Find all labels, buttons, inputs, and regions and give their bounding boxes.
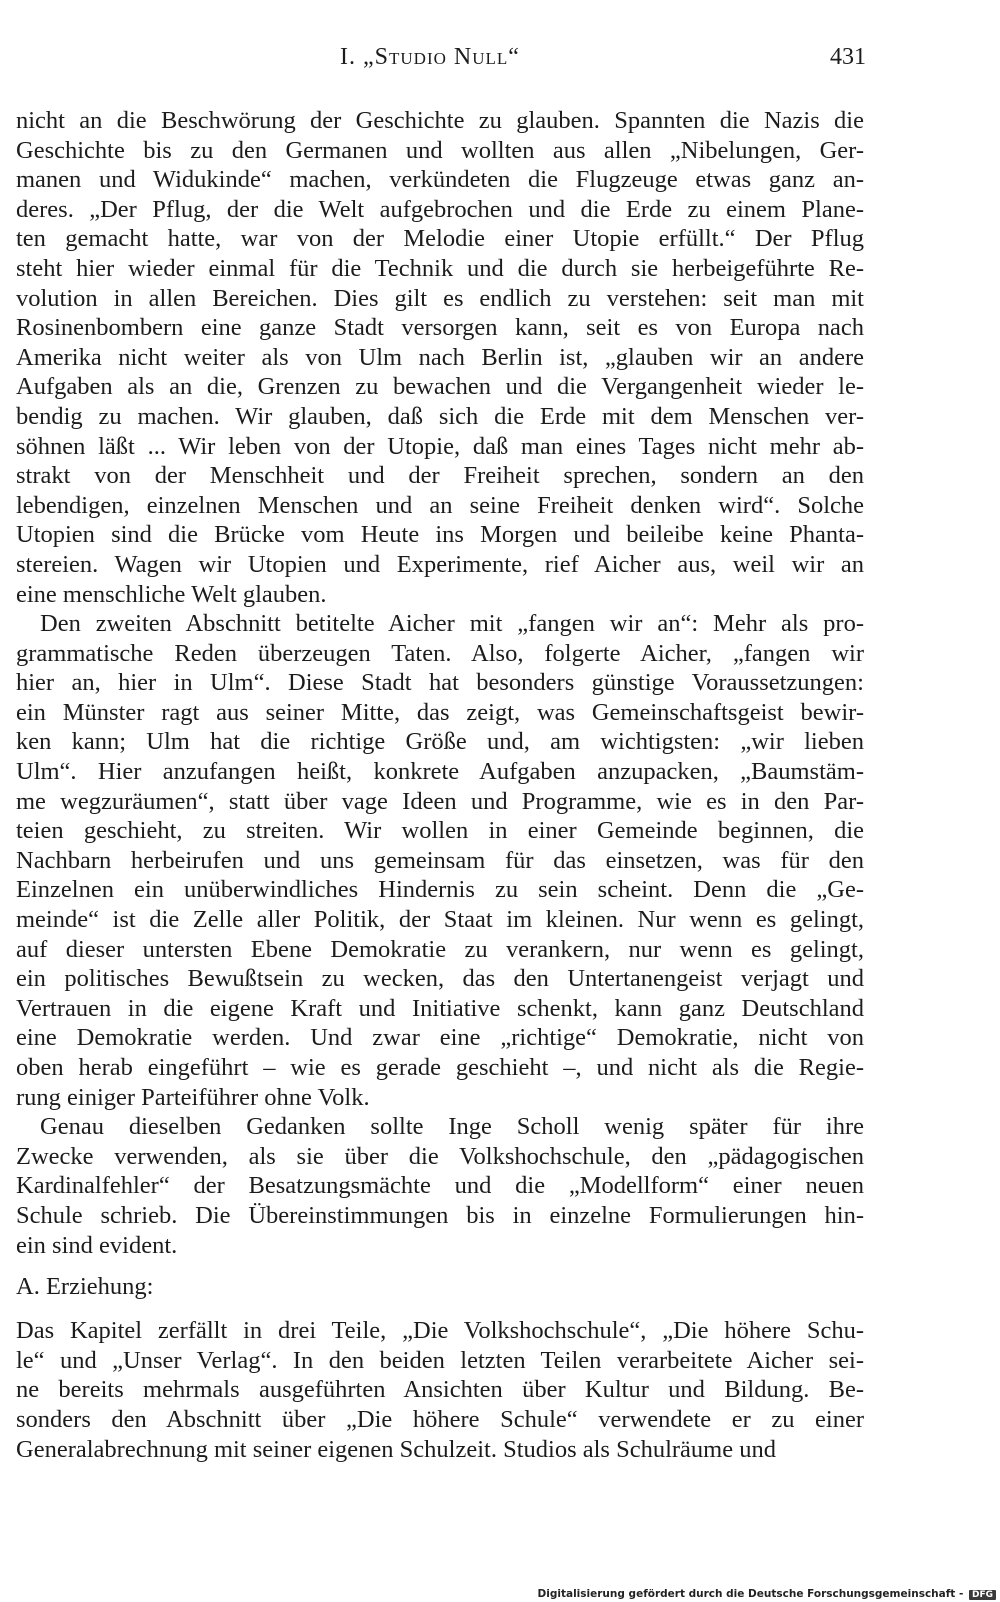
text-line: hier an, hier in Ulm“. Diese Stadt hat besonders günstige Voraussetzungen: [16, 669, 864, 697]
text-line: teien geschieht, zu streiten. Wir wollen in einer Gemeinde beginnen, die [16, 817, 864, 845]
text-line: stereien. Wagen wir Utopien und Experimente, rief Aicher aus, weil wir an [16, 550, 864, 578]
text-line: söhnen läßt ... Wir leben von der Utopie, daß man eines Tages nicht mehr ab- [16, 432, 864, 460]
text-line: ein sind evident. [16, 1231, 178, 1259]
text-line: ten gemacht hatte, war von der Melodie einer Utopie erfüllt.“ Der Pflug [16, 225, 864, 253]
text-line: Genau dieselben Gedanken sollte Inge Scholl wenig später für ihre [40, 1113, 864, 1141]
text-line: Nachbarn herbeirufen und uns gemeinsam für das einsetzen, was für den [16, 846, 864, 874]
credit-text: Digitalisierung gefördert durch die Deutsche Forschungsgemeinschaft - [537, 1588, 964, 1600]
text-line: ein politisches Bewußtsein zu wecken, das den Untertanengeist verjagt und [16, 965, 864, 993]
text-line: Vertrauen in die eigene Kraft und Initiative schenkt, kann ganz Deutschland [16, 994, 864, 1022]
text-line: lebendigen, einzelnen Menschen und an seine Freiheit denken wird“. Solche [16, 491, 864, 519]
text-line: Den zweiten Abschnitt betitelte Aicher mit „fangen wir an“: Mehr als pro- [40, 610, 864, 638]
text-line: Generalabrechnung mit seiner eigenen Schulzeit. Studios als Schulräume und [16, 1435, 776, 1463]
text-line: Das Kapitel zerfällt in drei Teile, „Die Volkshochschule“, „Die höhere Schu- [16, 1317, 864, 1345]
text-line: sonders den Abschnitt über „Die höhere Schule“ verwendete er zu einer [16, 1405, 864, 1433]
text-line: Einzelnen ein unüberwindliches Hindernis zu sein scheint. Denn die „Ge- [16, 876, 864, 904]
text-line: Aufgaben als an die, Grenzen zu bewachen und die Vergangenheit wieder le- [16, 373, 864, 401]
text-line: eine Demokratie werden. Und zwar eine „richtige“ Demokratie, nicht von [16, 1024, 864, 1052]
text-line: oben herab eingeführt – wie es gerade geschieht –, und nicht als die Regie- [16, 1054, 864, 1081]
close-quote: “ [508, 44, 520, 70]
text-line: le“ und „Unser Verlag“. In den beiden letzten Teilen verarbeitete Aicher sei- [16, 1346, 864, 1374]
text-line: Rosinenbombern eine ganze Stadt versorgen kann, seit es von Europa nach [16, 314, 864, 342]
text-line: me wegzuräumen“, statt über vage Ideen und Programme, wie es in den Par- [16, 787, 864, 815]
text-line: ne bereits mehrmals ausgeführten Ansichten über Kultur und Bildung. Be- [16, 1376, 864, 1404]
page-number: 431 [830, 44, 866, 70]
text-line: Zwecke verwenden, als sie über die Volkshochschule, den „pädagogischen [16, 1142, 864, 1170]
text-line: grammatische Reden überzeugen Taten. Also, folgerte Aicher, „fangen wir [16, 639, 864, 667]
text-line: steht hier wieder einmal für die Technik und die durch sie herbeigeführte Re- [16, 254, 864, 282]
text-line: Amerika nicht weiter als von Ulm nach Berlin ist, „glauben wir an andere [16, 343, 864, 371]
text-line: rung einiger Parteiführer ohne Volk. [16, 1083, 370, 1111]
body-text [16, 106, 864, 1464]
running-head-title [340, 44, 520, 71]
running-head [0, 44, 1000, 80]
text-line: Utopien sind die Brücke vom Heute ins Morgen und beileibe keine Phanta- [16, 521, 864, 549]
text-line: ken kann; Ulm hat die richtige Größe und, am wichtigsten: „wir lieben [16, 728, 864, 756]
text-line: eine menschliche Welt glauben. [16, 580, 327, 608]
text-line: Schule schrieb. Die Übereinstimmungen bis in einzelne Formulierungen hin- [16, 1201, 864, 1229]
open-quote: „ [363, 44, 375, 70]
dfg-logo: DFG [969, 1590, 996, 1600]
text-line: deres. „Der Pflug, der die Welt aufgebrochen und die Erde zu einem Plane- [16, 195, 864, 223]
chapter-title: Studio Null [374, 44, 509, 70]
digitization-credit [538, 1588, 996, 1600]
section-heading: A. Erziehung: [16, 1273, 154, 1301]
section-paragraph [16, 1316, 864, 1464]
paragraphs [16, 106, 864, 1260]
chapter-numeral: I. [340, 44, 363, 70]
text-line: manen und Widukinde“ machen, verkündeten die Flugzeuge etwas ganz an- [16, 166, 864, 194]
text-line: nicht an die Beschwörung der Geschichte zu glauben. Spannten die Nazis die [16, 107, 864, 134]
text-line: Ulm“. Hier anzufangen heißt, konkrete Aufgaben anzupacken, „Baumstäm- [16, 758, 864, 786]
text-line: bendig zu machen. Wir glauben, daß sich die Erde mit dem Menschen ver- [16, 402, 864, 430]
paragraph [16, 1112, 864, 1260]
paragraph [16, 106, 864, 609]
text-line: auf dieser untersten Ebene Demokratie zu verankern, nur wenn es gelingt, [16, 935, 864, 963]
text-line: ein Münster ragt aus seiner Mitte, das zeigt, was Gemeinschaftsgeist bewir- [16, 698, 864, 726]
text-line: volution in allen Bereichen. Dies gilt es endlich zu verstehen: seit man mit [16, 284, 864, 312]
text-line: strakt von der Menschheit und der Freiheit sprechen, sondern an den [16, 462, 864, 490]
paragraph [16, 609, 864, 1112]
text-line: Geschichte bis zu den Germanen und wollten aus allen „Nibelungen, Ger- [16, 136, 864, 164]
text-line: meinde“ ist die Zelle aller Politik, der Staat im kleinen. Nur wenn es gelingt, [16, 906, 864, 934]
text-line: Kardinalfehler“ der Besatzungsmächte und die „Modellform“ einer neuen [16, 1172, 864, 1200]
